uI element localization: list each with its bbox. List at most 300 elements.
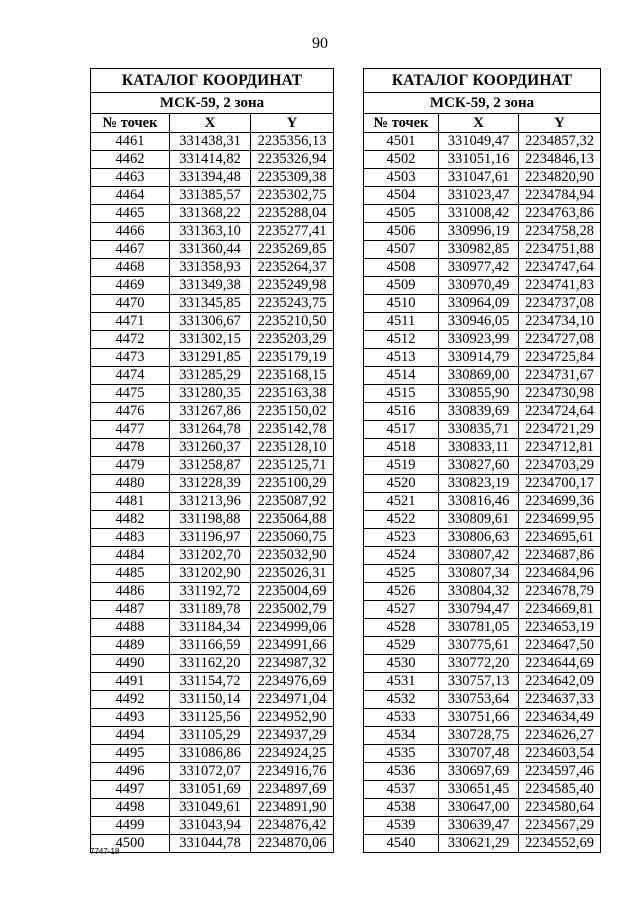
x-coordinate-cell: 330914,79: [439, 349, 519, 367]
y-coordinate-cell: 2234580,64: [519, 799, 601, 817]
x-coordinate-cell: 330707,48: [439, 745, 519, 763]
y-coordinate-cell: 2235100,29: [251, 475, 334, 493]
point-number-cell: 4532: [364, 691, 439, 709]
x-coordinate-cell: 331051,69: [170, 781, 251, 799]
point-number-cell: 4530: [364, 655, 439, 673]
y-coordinate-cell: 2234637,33: [519, 691, 601, 709]
y-coordinate-cell: 2235264,37: [251, 259, 334, 277]
y-coordinate-cell: 2234695,61: [519, 529, 601, 547]
table-row: [91, 295, 334, 313]
table-row: [91, 547, 334, 565]
x-coordinate-cell: 331264,78: [170, 421, 251, 439]
point-number-cell: 4525: [364, 565, 439, 583]
table-row: [364, 187, 601, 205]
table-row: [91, 133, 334, 151]
point-number-cell: 4517: [364, 421, 439, 439]
point-number-cell: 4497: [91, 781, 170, 799]
table-row: [91, 619, 334, 637]
x-coordinate-cell: 330753,64: [439, 691, 519, 709]
y-coordinate-cell: 2234741,83: [519, 277, 601, 295]
table-row: [364, 673, 601, 691]
point-number-cell: 4479: [91, 457, 170, 475]
x-coordinate-cell: 331196,97: [170, 529, 251, 547]
catalog-subtitle: МСК-59, 2 зона: [364, 93, 601, 114]
point-number-cell: 4533: [364, 709, 439, 727]
point-number-cell: 4469: [91, 277, 170, 295]
y-coordinate-cell: 2234703,29: [519, 457, 601, 475]
coordinate-catalog-right: [363, 68, 601, 853]
point-number-cell: 4514: [364, 367, 439, 385]
y-coordinate-cell: 2235309,38: [251, 169, 334, 187]
table-row: [91, 835, 334, 853]
point-number-cell: 4470: [91, 295, 170, 313]
x-coordinate-cell: 330647,00: [439, 799, 519, 817]
table-row: [364, 475, 601, 493]
y-coordinate-cell: 2235302,75: [251, 187, 334, 205]
point-number-cell: 4491: [91, 673, 170, 691]
point-number-cell: 4492: [91, 691, 170, 709]
y-coordinate-cell: 2234952,90: [251, 709, 334, 727]
point-number-cell: 4515: [364, 385, 439, 403]
x-coordinate-cell: 330982,85: [439, 241, 519, 259]
point-number-cell: 4512: [364, 331, 439, 349]
table-row: [364, 511, 601, 529]
table-row: [91, 367, 334, 385]
point-number-cell: 4502: [364, 151, 439, 169]
y-coordinate-cell: 2234653,19: [519, 619, 601, 637]
point-number-cell: 4481: [91, 493, 170, 511]
y-coordinate-cell: 2234924,25: [251, 745, 334, 763]
y-coordinate-cell: 2235326,94: [251, 151, 334, 169]
point-number-cell: 4480: [91, 475, 170, 493]
x-coordinate-cell: 331150,14: [170, 691, 251, 709]
point-number-cell: 4520: [364, 475, 439, 493]
column-header-point-number: № точек: [91, 114, 170, 133]
point-number-cell: 4518: [364, 439, 439, 457]
point-number-cell: 4489: [91, 637, 170, 655]
y-coordinate-cell: 2234626,27: [519, 727, 601, 745]
table-row: [364, 295, 601, 313]
y-coordinate-cell: 2235004,69: [251, 583, 334, 601]
point-number-cell: 4462: [91, 151, 170, 169]
point-number-cell: 4464: [91, 187, 170, 205]
x-coordinate-cell: 331202,90: [170, 565, 251, 583]
point-number-cell: 4485: [91, 565, 170, 583]
x-coordinate-cell: 331349,38: [170, 277, 251, 295]
x-coordinate-cell: 330651,45: [439, 781, 519, 799]
y-coordinate-cell: 2234585,40: [519, 781, 601, 799]
point-number-cell: 4504: [364, 187, 439, 205]
y-coordinate-cell: 2235142,78: [251, 421, 334, 439]
column-header-y: Y: [251, 114, 334, 133]
table-row: [91, 727, 334, 745]
y-coordinate-cell: 2235249,98: [251, 277, 334, 295]
table-row: [364, 547, 601, 565]
point-number-cell: 4484: [91, 547, 170, 565]
catalog-subtitle: МСК-59, 2 зона: [91, 93, 334, 114]
table-row: [91, 457, 334, 475]
point-number-cell: 4475: [91, 385, 170, 403]
point-number-cell: 4524: [364, 547, 439, 565]
point-number-cell: 4467: [91, 241, 170, 259]
point-number-cell: 4468: [91, 259, 170, 277]
y-coordinate-cell: 2235277,41: [251, 223, 334, 241]
point-number-cell: 4528: [364, 619, 439, 637]
point-number-cell: 4466: [91, 223, 170, 241]
point-number-cell: 4521: [364, 493, 439, 511]
table-row: [91, 313, 334, 331]
y-coordinate-cell: 2234684,96: [519, 565, 601, 583]
point-number-cell: 4499: [91, 817, 170, 835]
table-row: [91, 277, 334, 295]
y-coordinate-cell: 2234647,50: [519, 637, 601, 655]
table-row: [364, 457, 601, 475]
y-coordinate-cell: 2234597,46: [519, 763, 601, 781]
y-coordinate-cell: 2234971,04: [251, 691, 334, 709]
y-coordinate-cell: 2235087,92: [251, 493, 334, 511]
table-row: [364, 403, 601, 421]
y-coordinate-cell: 2235288,04: [251, 205, 334, 223]
point-number-cell: 4536: [364, 763, 439, 781]
y-coordinate-cell: 2234644,69: [519, 655, 601, 673]
point-number-cell: 4500: [91, 835, 170, 853]
x-coordinate-cell: 331072,07: [170, 763, 251, 781]
table-row: [364, 583, 601, 601]
y-coordinate-cell: 2234846,13: [519, 151, 601, 169]
point-number-cell: 4531: [364, 673, 439, 691]
y-coordinate-cell: 2234857,32: [519, 133, 601, 151]
y-coordinate-cell: 2234678,79: [519, 583, 601, 601]
table-row: [91, 565, 334, 583]
y-coordinate-cell: 2235032,90: [251, 547, 334, 565]
table-row: [364, 727, 601, 745]
point-number-cell: 4534: [364, 727, 439, 745]
table-row: [91, 691, 334, 709]
point-number-cell: 4503: [364, 169, 439, 187]
table-row: [91, 799, 334, 817]
y-coordinate-cell: 2235179,19: [251, 349, 334, 367]
y-coordinate-cell: 2234567,29: [519, 817, 601, 835]
y-coordinate-cell: 2234731,67: [519, 367, 601, 385]
point-number-cell: 4510: [364, 295, 439, 313]
table-row: [91, 241, 334, 259]
x-coordinate-cell: 331368,22: [170, 205, 251, 223]
x-coordinate-cell: 330996,19: [439, 223, 519, 241]
x-coordinate-cell: 331047,61: [439, 169, 519, 187]
point-number-cell: 4513: [364, 349, 439, 367]
point-number-cell: 4505: [364, 205, 439, 223]
x-coordinate-cell: 330839,69: [439, 403, 519, 421]
point-number-cell: 4490: [91, 655, 170, 673]
point-number-cell: 4527: [364, 601, 439, 619]
y-coordinate-cell: 2235243,75: [251, 295, 334, 313]
x-coordinate-cell: 331260,37: [170, 439, 251, 457]
x-coordinate-cell: 331154,72: [170, 673, 251, 691]
y-coordinate-cell: 2234999,06: [251, 619, 334, 637]
table-row: [364, 223, 601, 241]
point-number-cell: 4526: [364, 583, 439, 601]
document-code: 7747-18: [90, 847, 120, 856]
y-coordinate-cell: 2235168,15: [251, 367, 334, 385]
point-number-cell: 4501: [364, 133, 439, 151]
x-coordinate-cell: 330816,46: [439, 493, 519, 511]
y-coordinate-cell: 2234916,76: [251, 763, 334, 781]
point-number-cell: 4476: [91, 403, 170, 421]
point-number-cell: 4516: [364, 403, 439, 421]
coordinate-catalog-left: [90, 68, 334, 853]
x-coordinate-cell: 331086,86: [170, 745, 251, 763]
table-row: [364, 529, 601, 547]
y-coordinate-cell: 2234737,08: [519, 295, 601, 313]
point-number-cell: 4506: [364, 223, 439, 241]
table-row: [91, 493, 334, 511]
x-coordinate-cell: 330757,13: [439, 673, 519, 691]
y-coordinate-cell: 2234976,69: [251, 673, 334, 691]
y-coordinate-cell: 2235002,79: [251, 601, 334, 619]
x-coordinate-cell: 330946,05: [439, 313, 519, 331]
x-coordinate-cell: 331258,87: [170, 457, 251, 475]
x-coordinate-cell: 330807,34: [439, 565, 519, 583]
table-row: [91, 223, 334, 241]
table-row: [364, 691, 601, 709]
y-coordinate-cell: 2235150,02: [251, 403, 334, 421]
y-coordinate-cell: 2234784,94: [519, 187, 601, 205]
x-coordinate-cell: 330827,60: [439, 457, 519, 475]
table-row: [364, 313, 601, 331]
x-coordinate-cell: 331213,96: [170, 493, 251, 511]
table-row: [91, 151, 334, 169]
table-row: [91, 421, 334, 439]
x-coordinate-cell: 330728,75: [439, 727, 519, 745]
point-number-cell: 4486: [91, 583, 170, 601]
y-coordinate-cell: 2234747,64: [519, 259, 601, 277]
table-row: [91, 781, 334, 799]
table-row: [364, 205, 601, 223]
table-row: [364, 331, 601, 349]
point-number-cell: 4496: [91, 763, 170, 781]
table-row: [91, 763, 334, 781]
y-coordinate-cell: 2234699,36: [519, 493, 601, 511]
table-row: [364, 781, 601, 799]
table-row: [91, 385, 334, 403]
x-coordinate-cell: 330833,11: [439, 439, 519, 457]
table-row: [91, 601, 334, 619]
x-coordinate-cell: 330809,61: [439, 511, 519, 529]
x-coordinate-cell: 331280,35: [170, 385, 251, 403]
point-number-cell: 4511: [364, 313, 439, 331]
table-row: [364, 439, 601, 457]
x-coordinate-cell: 331360,44: [170, 241, 251, 259]
y-coordinate-cell: 2235060,75: [251, 529, 334, 547]
y-coordinate-cell: 2234730,98: [519, 385, 601, 403]
table-row: [364, 835, 601, 853]
point-number-cell: 4519: [364, 457, 439, 475]
table-row: [91, 511, 334, 529]
y-coordinate-cell: 2235064,88: [251, 511, 334, 529]
y-coordinate-cell: 2234870,06: [251, 835, 334, 853]
x-coordinate-cell: 331043,94: [170, 817, 251, 835]
table-row: [364, 133, 601, 151]
x-coordinate-cell: 330751,66: [439, 709, 519, 727]
x-coordinate-cell: 330970,49: [439, 277, 519, 295]
x-coordinate-cell: 331285,29: [170, 367, 251, 385]
x-coordinate-cell: 331049,61: [170, 799, 251, 817]
x-coordinate-cell: 330923,99: [439, 331, 519, 349]
x-coordinate-cell: 331385,57: [170, 187, 251, 205]
table-row: [364, 565, 601, 583]
table-row: [364, 259, 601, 277]
x-coordinate-cell: 331184,34: [170, 619, 251, 637]
y-coordinate-cell: 2234552,69: [519, 835, 601, 853]
x-coordinate-cell: 331192,72: [170, 583, 251, 601]
x-coordinate-cell: 331051,16: [439, 151, 519, 169]
point-number-cell: 4478: [91, 439, 170, 457]
table-row: [91, 655, 334, 673]
y-coordinate-cell: 2234725,84: [519, 349, 601, 367]
catalog-title: КАТАЛОГ КООРДИНАТ: [91, 69, 334, 93]
point-number-cell: 4540: [364, 835, 439, 853]
table-row: [91, 403, 334, 421]
page-number: 90: [312, 35, 328, 52]
point-number-cell: 4529: [364, 637, 439, 655]
table-row: [364, 745, 601, 763]
table-row: [91, 439, 334, 457]
table-row: [91, 673, 334, 691]
y-coordinate-cell: 2235203,29: [251, 331, 334, 349]
y-coordinate-cell: 2235356,13: [251, 133, 334, 151]
x-coordinate-cell: 330869,00: [439, 367, 519, 385]
x-coordinate-cell: 331267,86: [170, 403, 251, 421]
table-row: [91, 709, 334, 727]
table-row: [364, 367, 601, 385]
y-coordinate-cell: 2234891,90: [251, 799, 334, 817]
y-coordinate-cell: 2234820,90: [519, 169, 601, 187]
point-number-cell: 4482: [91, 511, 170, 529]
y-coordinate-cell: 2235026,31: [251, 565, 334, 583]
point-number-cell: 4507: [364, 241, 439, 259]
y-coordinate-cell: 2234937,29: [251, 727, 334, 745]
x-coordinate-cell: 330775,61: [439, 637, 519, 655]
point-number-cell: 4495: [91, 745, 170, 763]
table-row: [364, 169, 601, 187]
column-header-x: X: [439, 114, 519, 133]
y-coordinate-cell: 2235125,71: [251, 457, 334, 475]
table-row: [364, 763, 601, 781]
y-coordinate-cell: 2234897,69: [251, 781, 334, 799]
x-coordinate-cell: 331363,10: [170, 223, 251, 241]
point-number-cell: 4471: [91, 313, 170, 331]
table-row: [364, 277, 601, 295]
x-coordinate-cell: 330806,63: [439, 529, 519, 547]
x-coordinate-cell: 330977,42: [439, 259, 519, 277]
point-number-cell: 4522: [364, 511, 439, 529]
x-coordinate-cell: 331306,67: [170, 313, 251, 331]
table-row: [91, 169, 334, 187]
point-number-cell: 4539: [364, 817, 439, 835]
y-coordinate-cell: 2234687,86: [519, 547, 601, 565]
point-number-cell: 4472: [91, 331, 170, 349]
x-coordinate-cell: 330964,09: [439, 295, 519, 313]
x-coordinate-cell: 331125,56: [170, 709, 251, 727]
table-row: [364, 637, 601, 655]
x-coordinate-cell: 331166,59: [170, 637, 251, 655]
y-coordinate-cell: 2234987,32: [251, 655, 334, 673]
y-coordinate-cell: 2234991,66: [251, 637, 334, 655]
point-number-cell: 4523: [364, 529, 439, 547]
table-row: [91, 817, 334, 835]
table-row: [364, 385, 601, 403]
table-row: [364, 241, 601, 259]
point-number-cell: 4498: [91, 799, 170, 817]
y-coordinate-cell: 2234712,81: [519, 439, 601, 457]
point-number-cell: 4494: [91, 727, 170, 745]
table-row: [364, 709, 601, 727]
x-coordinate-cell: 331044,78: [170, 835, 251, 853]
table-row: [91, 529, 334, 547]
point-number-cell: 4483: [91, 529, 170, 547]
point-number-cell: 4488: [91, 619, 170, 637]
y-coordinate-cell: 2235128,10: [251, 439, 334, 457]
y-coordinate-cell: 2235163,38: [251, 385, 334, 403]
x-coordinate-cell: 331189,78: [170, 601, 251, 619]
x-coordinate-cell: 331023,47: [439, 187, 519, 205]
x-coordinate-cell: 330781,05: [439, 619, 519, 637]
column-header-point-number: № точек: [364, 114, 439, 133]
table-row: [364, 655, 601, 673]
point-number-cell: 4487: [91, 601, 170, 619]
table-row: [91, 637, 334, 655]
x-coordinate-cell: 331345,85: [170, 295, 251, 313]
table-row: [364, 799, 601, 817]
y-coordinate-cell: 2234734,10: [519, 313, 601, 331]
table-row: [91, 187, 334, 205]
y-coordinate-cell: 2234699,95: [519, 511, 601, 529]
y-coordinate-cell: 2234751,88: [519, 241, 601, 259]
table-row: [91, 475, 334, 493]
point-number-cell: 4537: [364, 781, 439, 799]
point-number-cell: 4508: [364, 259, 439, 277]
table-row: [364, 349, 601, 367]
column-header-x: X: [170, 114, 251, 133]
y-coordinate-cell: 2234876,42: [251, 817, 334, 835]
table-row: [91, 745, 334, 763]
x-coordinate-cell: 331228,39: [170, 475, 251, 493]
point-number-cell: 4493: [91, 709, 170, 727]
table-row: [91, 331, 334, 349]
x-coordinate-cell: 331008,42: [439, 205, 519, 223]
point-number-cell: 4474: [91, 367, 170, 385]
x-coordinate-cell: 331438,31: [170, 133, 251, 151]
table-row: [91, 205, 334, 223]
table-row: [364, 421, 601, 439]
y-coordinate-cell: 2234724,64: [519, 403, 601, 421]
point-number-cell: 4509: [364, 277, 439, 295]
x-coordinate-cell: 331198,88: [170, 511, 251, 529]
point-number-cell: 4538: [364, 799, 439, 817]
point-number-cell: 4477: [91, 421, 170, 439]
x-coordinate-cell: 330772,20: [439, 655, 519, 673]
x-coordinate-cell: 331162,20: [170, 655, 251, 673]
y-coordinate-cell: 2234721,29: [519, 421, 601, 439]
x-coordinate-cell: 331302,15: [170, 331, 251, 349]
y-coordinate-cell: 2235269,85: [251, 241, 334, 259]
x-coordinate-cell: 331394,48: [170, 169, 251, 187]
x-coordinate-cell: 330835,71: [439, 421, 519, 439]
table-row: [364, 493, 601, 511]
x-coordinate-cell: 330794,47: [439, 601, 519, 619]
table-row: [91, 349, 334, 367]
y-coordinate-cell: 2234700,17: [519, 475, 601, 493]
